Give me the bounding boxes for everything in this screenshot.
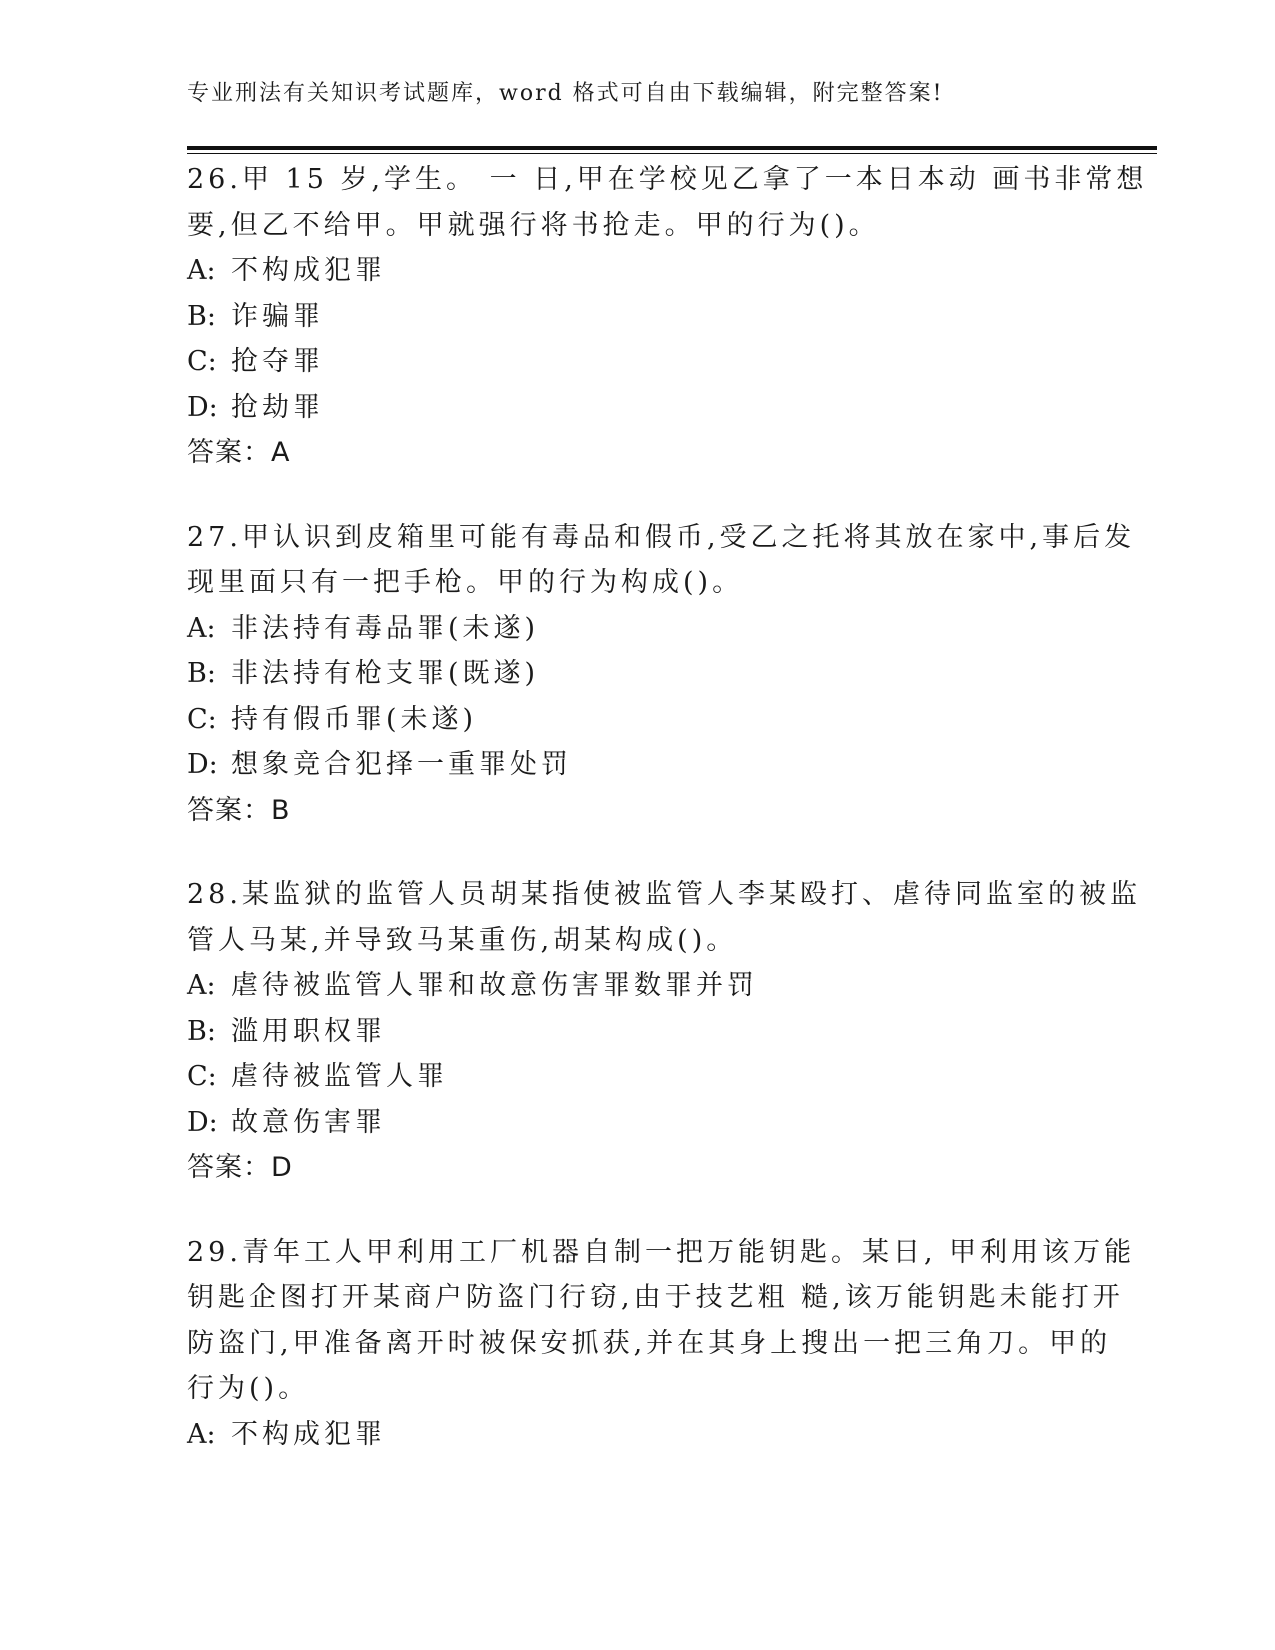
option-key: A: (187, 612, 216, 644)
answer-line: 答案：D (187, 1152, 293, 1183)
option-key: C: (187, 1061, 217, 1092)
option-text: 虐待被监管人罪 (231, 1061, 448, 1092)
question-29 (187, 1230, 1136, 1458)
option-text: 不构成犯罪 (231, 255, 386, 286)
option-key: B: (187, 300, 216, 332)
option-key: D: (187, 749, 218, 780)
option-a (187, 606, 1087, 652)
option-text: 持有假币罪(未遂) (231, 703, 478, 735)
option-text: 故意伤害罪 (231, 1106, 386, 1138)
option-b (187, 1009, 1087, 1055)
option-text: 非法持有毒品罪(未遂) (231, 612, 540, 644)
option-a (187, 1412, 1087, 1458)
question-text: 29.青年工人甲利用工厂机器自制一把万能钥匙。某日, 甲利用该万能 (187, 1236, 1136, 1268)
question-text: 28.某监狱的监管人员胡某指使被监管人李某殴打、虐待同监室的被监 (187, 879, 1141, 910)
option-key: C: (187, 703, 217, 735)
option-key: A: (187, 255, 216, 286)
question-text: 行为()。 (187, 1373, 310, 1404)
option-key: C: (187, 346, 217, 377)
header-rule-thick (187, 146, 1157, 150)
option-text: 诈骗罪 (231, 300, 324, 332)
question-list (187, 157, 1148, 1496)
option-key: B: (187, 1015, 216, 1047)
option-c (187, 1054, 1087, 1100)
option-a (187, 963, 1087, 1009)
option-text: 虐待被监管人罪和故意伤害罪数罪并罚 (231, 970, 758, 1001)
question-text: 管人马某,并导致马某重伤,胡某构成()。 (187, 924, 738, 956)
option-text: 抢夺罪 (231, 346, 324, 377)
question-text: 现里面只有一把手枪。甲的行为构成()。 (187, 567, 744, 598)
option-c (187, 339, 1087, 385)
question-26 (187, 157, 1148, 476)
option-b (187, 294, 1087, 340)
header-rule-thin (187, 153, 1157, 154)
question-text: 要,但乙不给甲。甲就强行将书抢走。甲的行为()。 (187, 209, 880, 241)
option-c (187, 697, 1087, 743)
option-d (187, 1100, 1087, 1146)
page-header: 专业刑法有关知识考试题库，word 格式可自由下载编辑，附完整答案! (187, 81, 944, 106)
option-text: 不构成犯罪 (231, 1418, 386, 1450)
option-text: 想象竞合犯择一重罪处罚 (231, 749, 572, 780)
question-text: 钥匙企图打开某商户防盗门行窃,由于技艺粗 糙,该万能钥匙未能打开 (187, 1282, 1124, 1313)
option-key: A: (187, 1418, 216, 1450)
option-d (187, 742, 1087, 788)
option-key: A: (187, 970, 216, 1001)
option-text: 滥用职权罪 (231, 1015, 386, 1047)
option-a (187, 248, 1087, 294)
question-27 (187, 515, 1136, 834)
question-28 (187, 872, 1141, 1191)
answer-line: 答案：A (187, 437, 291, 468)
option-key: D: (187, 1106, 218, 1138)
answer-line: 答案：B (187, 794, 291, 826)
question-text: 防盗门,甲准备离开时被保安抓获,并在其身上搜出一把三角刀。甲的 (187, 1327, 1112, 1359)
question-text: 26.甲 15 岁,学生。 一 日,甲在学校见乙拿了一本日本动 画书非常想 (187, 164, 1148, 195)
option-text: 抢劫罪 (231, 391, 324, 423)
option-d (187, 385, 1087, 431)
question-text: 27.甲认识到皮箱里可能有毒品和假币,受乙之托将其放在家中,事后发 (187, 521, 1136, 553)
option-key: D: (187, 391, 218, 423)
option-key: B: (187, 658, 216, 689)
option-text: 非法持有枪支罪(既遂) (231, 658, 540, 689)
option-b (187, 651, 1087, 697)
